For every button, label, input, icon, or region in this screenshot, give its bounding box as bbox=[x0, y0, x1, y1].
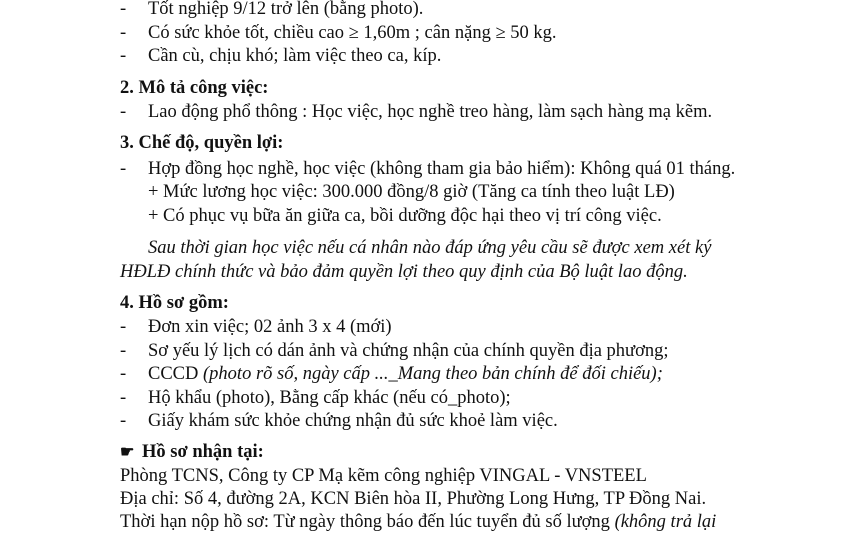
bullet-dash: - bbox=[120, 46, 127, 66]
bullet-dash: - bbox=[120, 0, 127, 19]
bullet-dash: - bbox=[120, 364, 127, 384]
receive-heading-row bbox=[120, 441, 264, 464]
document-id-card-prefix: CCCD bbox=[148, 364, 204, 384]
document-household: Hộ khẩu (photo), Bằng cấp khác (nếu có_photo); bbox=[148, 388, 511, 408]
receive-deadline-text: Thời hạn nộp hồ sơ: Từ ngày thông báo đến lúc tuyển đủ số lượng bbox=[120, 512, 615, 532]
job-description-text: Lao động phổ thông : Học việc, học nghề treo hàng, làm sạch hàng mạ kẽm. bbox=[148, 102, 713, 122]
requirement-work-shift: Cần cù, chịu khó; làm việc theo ca, kíp. bbox=[148, 46, 442, 66]
bullet-dash: - bbox=[120, 388, 127, 408]
receive-deadline-note: (không trả lại bbox=[614, 512, 717, 532]
receive-heading: Hồ sơ nhận tại: bbox=[142, 442, 264, 462]
benefit-note-line1: Sau thời gian học việc nếu cá nhân nào đáp ứng yêu cầu sẽ được xem xét ký bbox=[148, 238, 712, 258]
bullet-dash: - bbox=[120, 317, 127, 337]
section-heading-job-description: 2. Mô tả công việc: bbox=[120, 78, 269, 98]
pointing-hand-icon: ☛ bbox=[120, 444, 135, 461]
document-id-card bbox=[148, 363, 663, 385]
benefit-contract: Hợp đồng học nghề, học việc (không tham gia bảo hiểm): Không quá 01 tháng. bbox=[148, 159, 736, 179]
document-application: Đơn xin việc; 02 ảnh 3 x 4 (mới) bbox=[148, 317, 392, 337]
requirement-health: Có sức khỏe tốt, chiều cao ≥ 1,60m ; cân nặng ≥ 50 kg. bbox=[148, 23, 557, 43]
benefit-meals: + Có phục vụ bữa ăn giữa ca, bồi dưỡng độc hại theo vị trí công việc. bbox=[148, 206, 662, 226]
receive-department: Phòng TCNS, Công ty CP Mạ kẽm công nghiệp VINGAL - VNSTEEL bbox=[120, 466, 647, 486]
document-health-certificate: Giấy khám sức khỏe chứng nhận đủ sức khoẻ làm việc. bbox=[148, 411, 558, 431]
document-resume: Sơ yếu lý lịch có dán ảnh và chứng nhận của chính quyền địa phương; bbox=[148, 341, 669, 361]
bullet-dash: - bbox=[120, 411, 127, 431]
bullet-dash: - bbox=[120, 341, 127, 361]
document-id-card-note: (photo rõ số, ngày cấp ..._Mang theo bản chính để đối chiếu); bbox=[203, 364, 663, 384]
requirement-education: Tốt nghiệp 9/12 trở lên (bằng photo). bbox=[148, 0, 424, 19]
bullet-dash: - bbox=[120, 159, 127, 179]
benefit-salary: + Mức lương học việc: 300.000 đồng/8 giờ (Tăng ca tính theo luật LĐ) bbox=[148, 182, 675, 202]
section-heading-documents: 4. Hồ sơ gồm: bbox=[120, 293, 229, 313]
section-heading-benefits: 3. Chế độ, quyền lợi: bbox=[120, 133, 284, 153]
benefit-note-line2: HĐLĐ chính thức và bảo đảm quyền lợi theo quy định của Bộ luật lao động. bbox=[120, 262, 688, 282]
receive-address: Địa chỉ: Số 4, đường 2A, KCN Biên hòa II, Phường Long Hưng, TP Đồng Nai. bbox=[120, 489, 707, 509]
bullet-dash: - bbox=[120, 102, 127, 122]
bullet-dash: - bbox=[120, 23, 127, 43]
